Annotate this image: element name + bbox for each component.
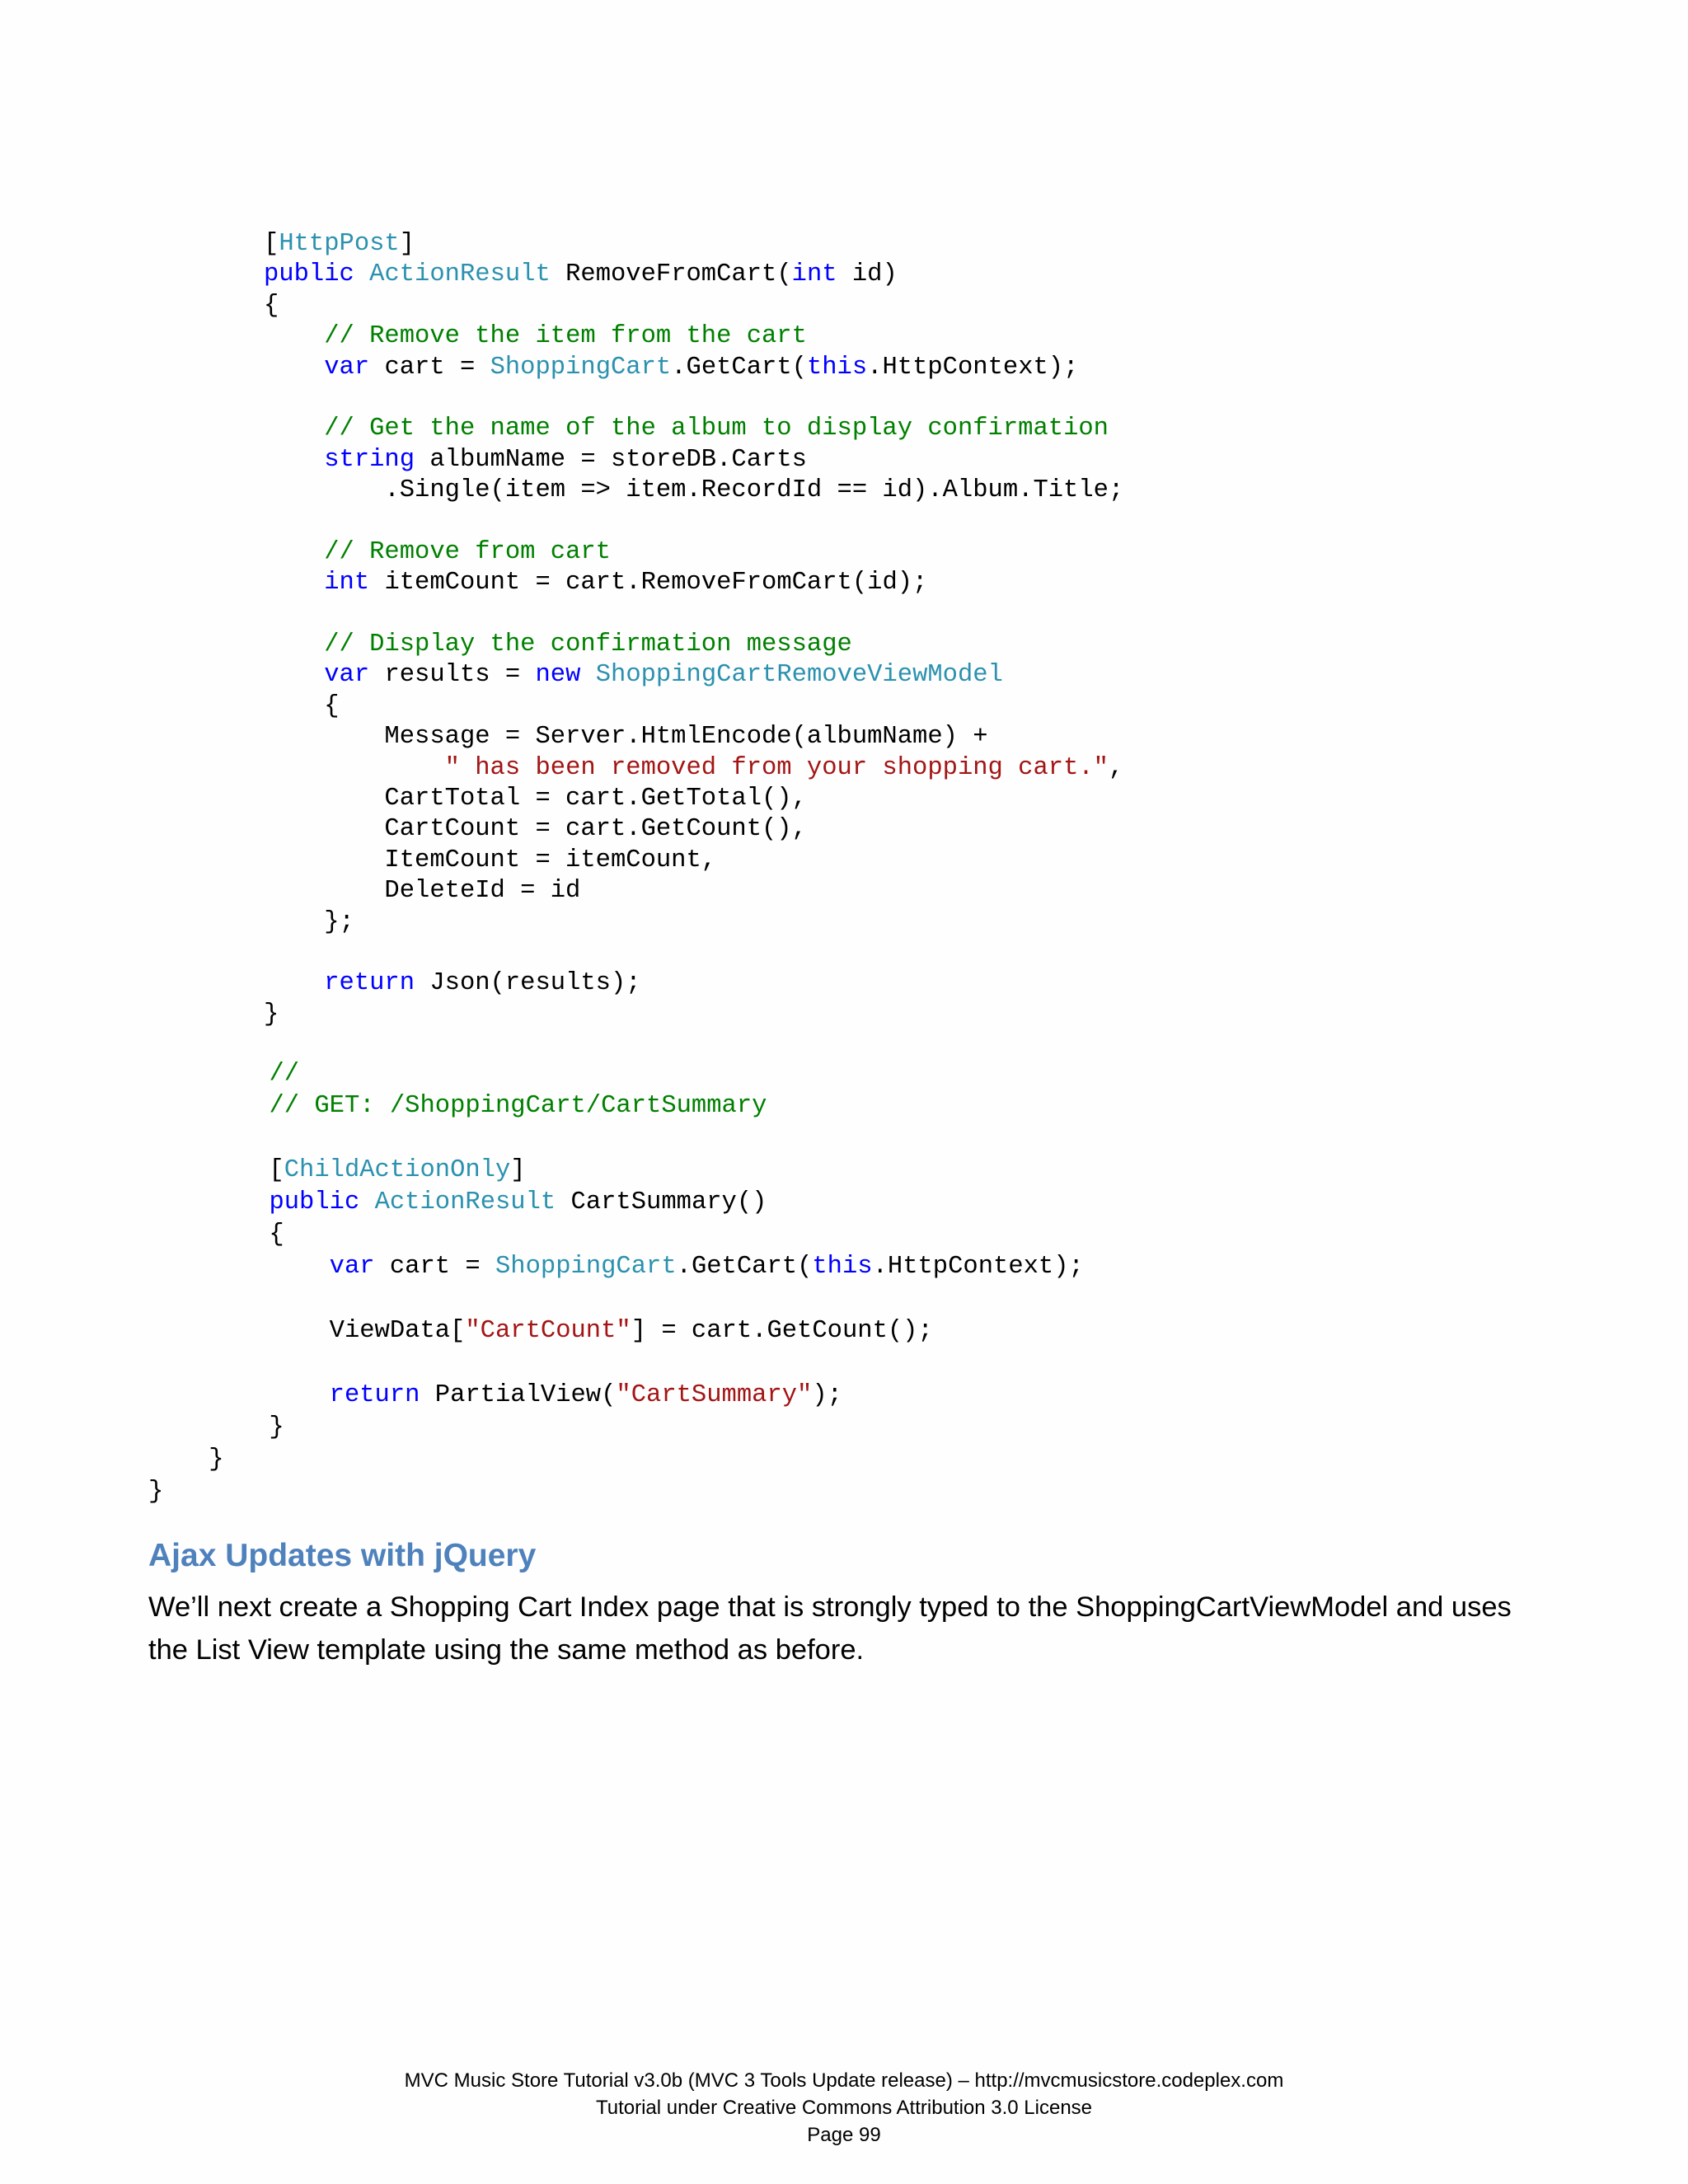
code-token: { — [264, 291, 279, 320]
code-block-2-line — [148, 1476, 1084, 1508]
code-token: albumName = storeDB.Carts — [415, 445, 807, 474]
code-block-1-line — [264, 353, 1123, 383]
code-token: cart = — [374, 1253, 495, 1281]
code-token: , — [1108, 753, 1124, 782]
code-token: ItemCount = itemCount, — [264, 846, 717, 874]
code-block-1-line — [264, 846, 1123, 876]
code-token: CartCount = cart.GetCount(), — [264, 815, 807, 844]
code-token: Message = Server.HtmlEncode(albumName) + — [264, 723, 988, 752]
code-block-2-line — [148, 1380, 1084, 1412]
code-block-2-line — [148, 1315, 1084, 1347]
code-token: var — [324, 353, 370, 382]
code-token: " has been removed from your shopping cart." — [444, 753, 1109, 782]
code-token: // — [269, 1060, 300, 1088]
code-token — [264, 969, 324, 997]
code-token — [580, 661, 595, 689]
code-token: new — [535, 661, 581, 690]
code-token: [ — [264, 230, 279, 258]
code-block-cart-summary — [148, 1058, 1084, 1508]
code-token: [ — [148, 1156, 284, 1184]
code-token: cart = — [369, 353, 490, 382]
code-token: ActionResult — [369, 260, 551, 289]
code-token — [148, 1381, 330, 1409]
code-block-2-line — [148, 1058, 1084, 1090]
code-token — [354, 260, 369, 288]
code-token: int — [791, 260, 837, 289]
code-token — [264, 538, 324, 566]
code-token: CartTotal = cart.GetTotal(), — [264, 785, 807, 813]
code-token — [264, 661, 324, 689]
code-token: id) — [837, 260, 898, 289]
code-block-2-line — [148, 1412, 1084, 1444]
code-token: { — [148, 1221, 284, 1249]
code-token: ChildActionOnly — [284, 1156, 511, 1184]
code-block-1-line — [264, 445, 1123, 476]
code-token: RemoveFromCart( — [550, 260, 792, 289]
code-token: }; — [264, 907, 354, 936]
code-token — [264, 754, 445, 782]
code-token: .HttpContext); — [872, 1253, 1084, 1281]
code-token: ] — [399, 230, 415, 258]
code-token — [264, 322, 324, 350]
code-token: ] — [510, 1156, 526, 1184]
code-token: public — [264, 260, 354, 289]
code-block-1-line — [264, 814, 1123, 845]
code-block-remove-from-cart — [264, 229, 1123, 1030]
code-token — [264, 630, 324, 658]
section-paragraph: We’ll next create a Shopping Cart Index page that is strongly typed to the ShoppingCartViewModel and uses the List View template using the same method as before. — [148, 1591, 1512, 1666]
page-number: Page 99 — [807, 2124, 881, 2146]
footer-line-license: Tutorial under Creative Commons Attribution 3.0 License — [595, 2097, 1093, 2119]
code-block-1-line — [264, 507, 1123, 537]
code-block-1-line — [264, 321, 1123, 352]
code-token: ] = cart.GetCount(); — [631, 1317, 933, 1345]
code-token — [148, 1253, 330, 1281]
code-token: .GetCart( — [676, 1253, 813, 1281]
code-token: // Display the confirmation message — [324, 630, 852, 659]
code-token: } — [148, 1446, 224, 1474]
code-block-1-line — [264, 784, 1123, 814]
code-block-2-line — [148, 1219, 1084, 1251]
code-token: string — [324, 445, 415, 474]
code-block-2-line — [148, 1251, 1084, 1283]
code-token: var — [324, 661, 370, 690]
code-token: ShoppingCartRemoveViewModel — [595, 661, 1003, 690]
code-block-1-line — [264, 630, 1123, 660]
code-token: this — [812, 1253, 873, 1281]
code-block-1-line — [264, 568, 1123, 598]
code-token: HttpPost — [279, 230, 400, 258]
code-block-1-line — [264, 660, 1123, 691]
code-token: this — [806, 353, 868, 382]
code-token: int — [324, 569, 370, 598]
code-block-1-line — [264, 907, 1123, 938]
code-token: ShoppingCart — [495, 1253, 677, 1281]
code-token: var — [329, 1253, 375, 1281]
code-token: ActionResult — [374, 1188, 556, 1216]
code-block-2-line — [148, 1187, 1084, 1219]
code-block-1-line — [264, 876, 1123, 907]
code-token: itemCount = cart.RemoveFromCart(id); — [369, 569, 928, 598]
code-token — [264, 415, 324, 443]
code-token: CartSummary() — [556, 1188, 767, 1216]
code-token: public — [269, 1188, 360, 1216]
code-token: ); — [812, 1381, 842, 1409]
code-token — [148, 1060, 269, 1088]
code-token: .HttpContext); — [867, 353, 1079, 382]
code-token — [148, 1188, 269, 1216]
code-block-1-line — [264, 938, 1123, 968]
code-token: "CartCount" — [465, 1317, 631, 1345]
code-token — [148, 1092, 269, 1120]
code-block-1-line — [264, 291, 1123, 321]
code-block-1-line — [264, 229, 1123, 260]
code-token: } — [264, 1000, 279, 1029]
code-token: // Remove from cart — [324, 537, 611, 566]
code-block-1-line — [264, 414, 1123, 444]
code-token: { — [264, 691, 340, 720]
code-token — [264, 446, 324, 474]
section-heading: Ajax Updates with jQuery — [148, 1538, 537, 1573]
code-block-1-line — [264, 1000, 1123, 1030]
code-token — [264, 569, 324, 597]
code-token: // Remove the item from the cart — [324, 322, 807, 351]
code-block-1-line — [264, 691, 1123, 722]
code-token: // GET: /ShoppingCart/CartSummary — [269, 1092, 767, 1120]
code-token: Json(results); — [415, 969, 641, 998]
code-token: "CartSummary" — [616, 1381, 813, 1409]
code-block-2-line — [148, 1122, 1084, 1155]
code-block-2-line — [148, 1155, 1084, 1187]
code-block-1-line — [264, 968, 1123, 999]
code-block-1-line — [264, 753, 1123, 784]
code-token: ViewData[ — [148, 1317, 466, 1345]
code-block-1-line — [264, 722, 1123, 752]
code-block-1-line — [264, 537, 1123, 568]
code-token: PartialView( — [420, 1381, 617, 1409]
code-token: } — [148, 1413, 284, 1441]
code-block-2-line — [148, 1444, 1084, 1476]
code-block-1-line — [264, 599, 1123, 630]
code-block-2-line — [148, 1090, 1084, 1122]
code-token: results = — [369, 661, 536, 690]
code-block-2-line — [148, 1347, 1084, 1380]
code-block-1-line — [264, 476, 1123, 506]
code-token: } — [148, 1478, 164, 1506]
code-block-1-line — [264, 383, 1123, 414]
code-block-2-line — [148, 1283, 1084, 1315]
code-token — [264, 354, 324, 382]
footer-line-title: MVC Music Store Tutorial v3.0b (MVC 3 Tools Update release) – http://mvcmusicstore.codeplex.com — [404, 2069, 1284, 2092]
code-token: .Single(item => item.RecordId == id).Album.Title; — [264, 476, 1124, 505]
code-token: DeleteId = id — [264, 877, 581, 906]
code-token — [359, 1188, 374, 1216]
code-token: return — [329, 1381, 420, 1409]
page-footer — [0, 2067, 1688, 2149]
code-token: return — [324, 969, 415, 998]
code-token: ShoppingCart — [490, 353, 672, 382]
code-token: // Get the name of the album to display confirmation — [324, 415, 1109, 443]
code-block-1-line — [264, 260, 1123, 290]
code-token: .GetCart( — [671, 353, 807, 382]
